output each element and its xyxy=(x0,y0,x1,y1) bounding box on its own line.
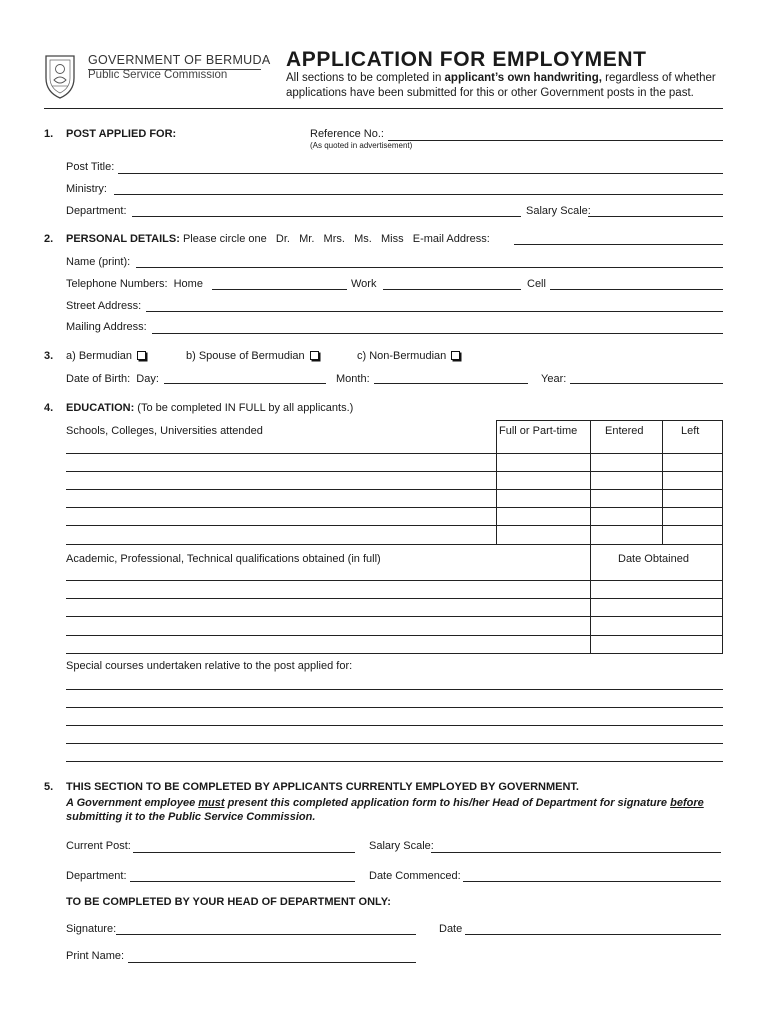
street-address-field[interactable] xyxy=(146,311,723,312)
gov-salary-scale-field[interactable] xyxy=(431,852,721,853)
reference-field[interactable] xyxy=(388,140,723,141)
hod-date-field[interactable] xyxy=(465,934,721,935)
hod-heading: TO BE COMPLETED BY YOUR HEAD OF DEPARTMENT ONLY: xyxy=(66,896,391,908)
page-title: APPLICATION FOR EMPLOYMENT xyxy=(286,48,647,71)
gov-department-label: Department: xyxy=(66,870,127,882)
education-note: (To be completed IN FULL by all applicants.) xyxy=(137,402,354,414)
ministry-field[interactable] xyxy=(114,194,723,195)
dob-day-field[interactable] xyxy=(164,383,326,384)
government-employee-heading: THIS SECTION TO BE COMPLETED BY APPLICANTS CURRENTLY EMPLOYED BY GOVERNMENT. xyxy=(66,781,579,793)
cell-label: Cell xyxy=(527,278,546,290)
mailing-address-field[interactable] xyxy=(152,333,723,334)
qualifications-label: Academic, Professional, Technical qualifications obtained (in full) xyxy=(66,553,381,565)
special-course-line[interactable] xyxy=(66,743,723,744)
work-label: Work xyxy=(351,278,377,290)
date-commenced-label: Date Commenced: xyxy=(369,870,461,882)
non-bermudian-option[interactable] xyxy=(357,350,460,362)
school-row-line[interactable] xyxy=(66,471,723,472)
mailing-address-label: Mailing Address: xyxy=(66,321,147,333)
bermudian-option[interactable] xyxy=(66,350,146,362)
school-row-line[interactable] xyxy=(66,453,723,454)
col-left: Left xyxy=(681,425,700,437)
section-4-number: 4. xyxy=(44,402,54,414)
col-full-part-time: Full or Part-time xyxy=(499,425,578,437)
dob-day-label: Date of Birth: Day: xyxy=(66,373,159,385)
special-course-line[interactable] xyxy=(66,725,723,726)
dob-month-label: Month: xyxy=(336,373,370,385)
school-row-line[interactable] xyxy=(66,489,723,490)
non-bermudian-label: c) Non-Bermudian xyxy=(357,350,447,362)
post-applied-heading: POST APPLIED FOR: xyxy=(66,128,177,140)
email-field[interactable] xyxy=(514,244,723,245)
section-1-number: 1. xyxy=(44,128,54,140)
department-field[interactable] xyxy=(132,216,521,217)
school-row-line[interactable] xyxy=(66,507,723,508)
special-course-line[interactable] xyxy=(66,707,723,708)
employee-instruction-2: submitting it to the Public Service Commission. xyxy=(66,811,316,823)
schools-table-top xyxy=(496,420,723,421)
department-label: Department: xyxy=(66,205,127,217)
cell-phone-field[interactable] xyxy=(550,289,723,290)
print-name-field[interactable] xyxy=(128,962,416,963)
current-post-label: Current Post: xyxy=(66,840,131,852)
schools-table-divider xyxy=(496,420,497,545)
post-title-label: Post Title: xyxy=(66,161,115,173)
employee-instruction-1: A Government employee must present this completed application form to his/her Head of Department for signature before xyxy=(66,797,704,809)
signature-field[interactable] xyxy=(116,934,416,935)
post-title-field[interactable] xyxy=(118,173,723,174)
schools-table-divider xyxy=(662,420,663,545)
salary-scale-field[interactable] xyxy=(588,216,723,217)
spouse-option[interactable] xyxy=(186,350,319,362)
education-line xyxy=(66,402,353,414)
col-entered: Entered xyxy=(605,425,644,437)
work-phone-field[interactable] xyxy=(383,289,521,290)
bermudian-label: a) Bermudian xyxy=(66,350,133,362)
spouse-label: b) Spouse of Bermudian xyxy=(186,350,305,362)
intro-line-2: applications have been submitted for this or other Government posts in the past. xyxy=(286,87,694,99)
qualification-row-line[interactable] xyxy=(66,653,723,654)
bermudian-checkbox[interactable] xyxy=(137,351,146,360)
qualifications-table-divider xyxy=(590,544,591,654)
schools-table-divider xyxy=(590,420,591,545)
dob-year-label: Year: xyxy=(541,373,567,385)
hod-date-label: Date xyxy=(439,923,463,935)
home-phone-field[interactable] xyxy=(212,289,347,290)
col-date-obtained: Date Obtained xyxy=(618,553,689,565)
personal-details-line xyxy=(66,233,490,245)
section-2-number: 2. xyxy=(44,233,54,245)
reference-label: Reference No.: xyxy=(310,128,384,140)
org-name: GOVERNMENT OF BERMUDA xyxy=(88,53,271,67)
dob-year-field[interactable] xyxy=(570,383,723,384)
gov-salary-scale-label: Salary Scale: xyxy=(369,840,434,852)
special-course-line[interactable] xyxy=(66,689,723,690)
dob-month-field[interactable] xyxy=(374,383,528,384)
qualification-row-line[interactable] xyxy=(66,616,723,617)
non-bermudian-checkbox[interactable] xyxy=(451,351,460,360)
print-name-label: Print Name: xyxy=(66,950,125,962)
qualification-row-line[interactable] xyxy=(66,580,723,581)
name-label: Name (print): xyxy=(66,256,131,268)
school-row-line[interactable] xyxy=(66,544,723,545)
school-row-line[interactable] xyxy=(66,525,723,526)
current-post-field[interactable] xyxy=(133,852,355,853)
intro-line-1: All sections to be completed in applicant’s own handwriting, regardless of whether xyxy=(286,72,716,84)
telephone-label: Telephone Numbers: Home xyxy=(66,278,203,290)
special-courses-label: Special courses undertaken relative to the post applied for: xyxy=(66,660,353,672)
personal-details-heading: PERSONAL DETAILS: xyxy=(66,233,180,245)
section-5-number: 5. xyxy=(44,781,54,793)
schools-label: Schools, Colleges, Universities attended xyxy=(66,425,263,437)
spouse-checkbox[interactable] xyxy=(310,351,319,360)
qualification-row-line[interactable] xyxy=(66,598,723,599)
reference-note: (As quoted in advertisement) xyxy=(310,141,413,150)
header-rule xyxy=(44,108,723,109)
qualification-row-line[interactable] xyxy=(66,635,723,636)
education-table-right-edge xyxy=(722,420,723,654)
org-sub: Public Service Commission xyxy=(88,69,228,81)
education-heading: EDUCATION: xyxy=(66,402,135,414)
signature-label: Signature: xyxy=(66,923,117,935)
ministry-label: Ministry: xyxy=(66,183,107,195)
special-course-line[interactable] xyxy=(66,761,723,762)
salary-scale-label: Salary Scale: xyxy=(526,205,591,217)
name-field[interactable] xyxy=(136,267,723,268)
section-3-number: 3. xyxy=(44,350,54,362)
date-commenced-field[interactable] xyxy=(463,881,721,882)
street-address-label: Street Address: xyxy=(66,300,142,312)
gov-department-field[interactable] xyxy=(130,881,355,882)
title-options[interactable]: Please circle one Dr. Mr. Mrs. Ms. Miss E-mail Address: xyxy=(182,233,490,245)
bermuda-crest-icon xyxy=(42,52,78,100)
